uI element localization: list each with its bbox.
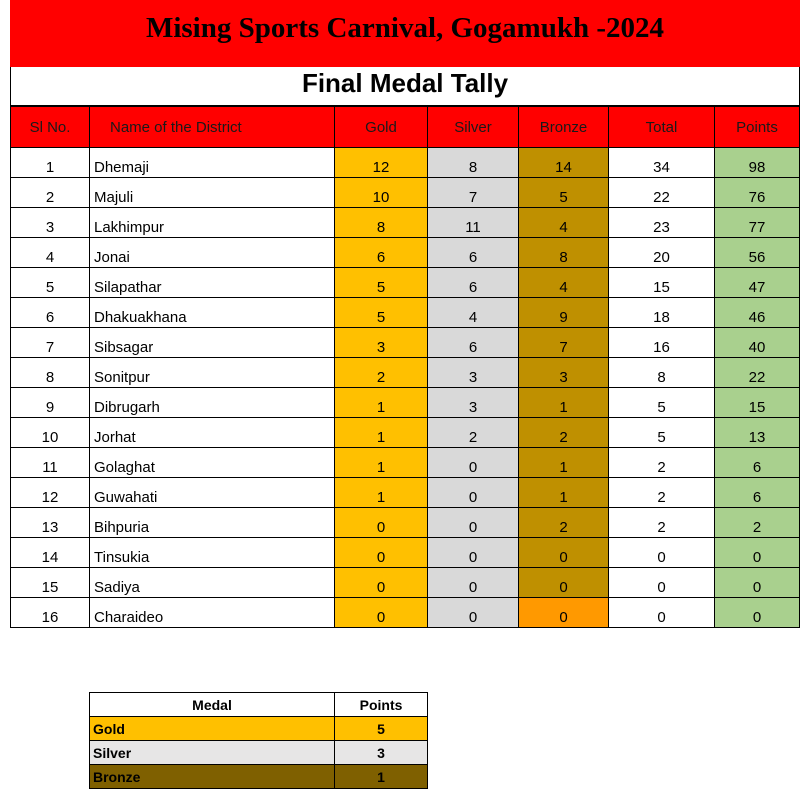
cell-gold: 3 xyxy=(335,328,428,358)
cell-sl-no: 14 xyxy=(11,538,90,568)
cell-district: Jonai xyxy=(90,238,335,268)
cell-total: 2 xyxy=(609,478,715,508)
cell-sl-no: 16 xyxy=(11,598,90,628)
cell-silver: 8 xyxy=(428,148,519,178)
cell-bronze: 2 xyxy=(519,508,609,538)
cell-total: 0 xyxy=(609,598,715,628)
points-legend-table xyxy=(89,692,428,789)
cell-sl-no: 8 xyxy=(11,358,90,388)
cell-points: 40 xyxy=(715,328,800,358)
cell-silver: 6 xyxy=(428,238,519,268)
cell-total: 15 xyxy=(609,268,715,298)
cell-gold: 10 xyxy=(335,178,428,208)
cell-points: 0 xyxy=(715,568,800,598)
table-row xyxy=(11,178,800,208)
cell-district: Majuli xyxy=(90,178,335,208)
cell-bronze: 2 xyxy=(519,418,609,448)
cell-gold: 1 xyxy=(335,418,428,448)
table-row xyxy=(11,328,800,358)
cell-total: 0 xyxy=(609,538,715,568)
cell-bronze: 0 xyxy=(519,538,609,568)
cell-sl-no: 6 xyxy=(11,298,90,328)
cell-bronze: 9 xyxy=(519,298,609,328)
cell-silver: 2 xyxy=(428,418,519,448)
cell-points: 47 xyxy=(715,268,800,298)
cell-gold: 6 xyxy=(335,238,428,268)
cell-points: 13 xyxy=(715,418,800,448)
cell-points: 0 xyxy=(715,598,800,628)
cell-district: Golaghat xyxy=(90,448,335,478)
cell-silver: 11 xyxy=(428,208,519,238)
cell-sl-no: 10 xyxy=(11,418,90,448)
cell-sl-no: 1 xyxy=(11,148,90,178)
subtitle-bar xyxy=(10,67,800,106)
cell-points: 2 xyxy=(715,508,800,538)
cell-district: Dhakuakhana xyxy=(90,298,335,328)
cell-district: Tinsukia xyxy=(90,538,335,568)
table-row xyxy=(11,448,800,478)
table-body xyxy=(11,148,800,628)
cell-bronze: 4 xyxy=(519,208,609,238)
table-row xyxy=(11,508,800,538)
cell-silver: 0 xyxy=(428,568,519,598)
legend-points: 3 xyxy=(335,741,428,765)
cell-bronze: 14 xyxy=(519,148,609,178)
cell-gold: 1 xyxy=(335,448,428,478)
legend-header-row xyxy=(90,693,428,717)
cell-sl-no: 11 xyxy=(11,448,90,478)
cell-gold: 8 xyxy=(335,208,428,238)
cell-silver: 0 xyxy=(428,478,519,508)
cell-silver: 6 xyxy=(428,328,519,358)
cell-points: 6 xyxy=(715,478,800,508)
cell-bronze: 3 xyxy=(519,358,609,388)
header-total: Total xyxy=(609,107,715,148)
table-row xyxy=(11,358,800,388)
cell-gold: 1 xyxy=(335,478,428,508)
cell-silver: 0 xyxy=(428,538,519,568)
header-district: Name of the District xyxy=(90,107,335,148)
cell-points: 56 xyxy=(715,238,800,268)
cell-bronze: 8 xyxy=(519,238,609,268)
cell-bronze: 1 xyxy=(519,478,609,508)
legend-row-bronze xyxy=(90,765,428,789)
cell-silver: 0 xyxy=(428,508,519,538)
legend-medal: Gold xyxy=(90,717,335,741)
cell-silver: 3 xyxy=(428,358,519,388)
cell-district: Sibsagar xyxy=(90,328,335,358)
cell-total: 2 xyxy=(609,508,715,538)
cell-sl-no: 12 xyxy=(11,478,90,508)
page-subtitle: Final Medal Tally xyxy=(301,67,509,98)
cell-total: 22 xyxy=(609,178,715,208)
cell-silver: 7 xyxy=(428,178,519,208)
cell-points: 46 xyxy=(715,298,800,328)
cell-points: 22 xyxy=(715,358,800,388)
header-bronze: Bronze xyxy=(519,107,609,148)
table-header-row xyxy=(11,107,800,148)
cell-total: 8 xyxy=(609,358,715,388)
cell-bronze: 1 xyxy=(519,448,609,478)
cell-points: 98 xyxy=(715,148,800,178)
cell-total: 23 xyxy=(609,208,715,238)
legend-row-silver xyxy=(90,741,428,765)
cell-sl-no: 2 xyxy=(11,178,90,208)
table-row xyxy=(11,418,800,448)
legend-header-medal: Medal xyxy=(90,693,335,717)
cell-total: 18 xyxy=(609,298,715,328)
legend-header-points: Points xyxy=(335,693,428,717)
legend-medal: Bronze xyxy=(90,765,335,789)
cell-district: Lakhimpur xyxy=(90,208,335,238)
cell-total: 5 xyxy=(609,388,715,418)
cell-bronze: 0 xyxy=(519,598,609,628)
cell-total: 16 xyxy=(609,328,715,358)
cell-district: Sonitpur xyxy=(90,358,335,388)
legend-medal: Silver xyxy=(90,741,335,765)
legend-points: 1 xyxy=(335,765,428,789)
medal-tally-table xyxy=(10,106,800,628)
table-row xyxy=(11,268,800,298)
cell-sl-no: 3 xyxy=(11,208,90,238)
cell-total: 5 xyxy=(609,418,715,448)
table-row xyxy=(11,388,800,418)
cell-total: 34 xyxy=(609,148,715,178)
cell-points: 15 xyxy=(715,388,800,418)
cell-district: Jorhat xyxy=(90,418,335,448)
cell-total: 20 xyxy=(609,238,715,268)
cell-sl-no: 7 xyxy=(11,328,90,358)
cell-gold: 0 xyxy=(335,508,428,538)
cell-gold: 5 xyxy=(335,268,428,298)
cell-silver: 0 xyxy=(428,598,519,628)
table-row xyxy=(11,298,800,328)
header-silver: Silver xyxy=(428,107,519,148)
cell-bronze: 5 xyxy=(519,178,609,208)
cell-gold: 12 xyxy=(335,148,428,178)
cell-points: 77 xyxy=(715,208,800,238)
cell-gold: 2 xyxy=(335,358,428,388)
cell-points: 0 xyxy=(715,538,800,568)
table-row xyxy=(11,568,800,598)
table-row xyxy=(11,148,800,178)
cell-sl-no: 4 xyxy=(11,238,90,268)
cell-district: Charaideo xyxy=(90,598,335,628)
cell-silver: 3 xyxy=(428,388,519,418)
cell-points: 6 xyxy=(715,448,800,478)
cell-district: Guwahati xyxy=(90,478,335,508)
cell-total: 0 xyxy=(609,568,715,598)
cell-district: Sadiya xyxy=(90,568,335,598)
header-gold: Gold xyxy=(335,107,428,148)
cell-silver: 0 xyxy=(428,448,519,478)
cell-gold: 5 xyxy=(335,298,428,328)
cell-district: Dhemaji xyxy=(90,148,335,178)
table-row xyxy=(11,238,800,268)
cell-bronze: 4 xyxy=(519,268,609,298)
table-row xyxy=(11,208,800,238)
cell-total: 2 xyxy=(609,448,715,478)
cell-sl-no: 9 xyxy=(11,388,90,418)
cell-sl-no: 5 xyxy=(11,268,90,298)
cell-district: Dibrugarh xyxy=(90,388,335,418)
table-row xyxy=(11,538,800,568)
header-points: Points xyxy=(715,107,800,148)
cell-bronze: 1 xyxy=(519,388,609,418)
cell-bronze: 7 xyxy=(519,328,609,358)
cell-gold: 0 xyxy=(335,598,428,628)
legend-row-gold xyxy=(90,717,428,741)
cell-district: Silapathar xyxy=(90,268,335,298)
cell-gold: 0 xyxy=(335,568,428,598)
title-banner xyxy=(10,0,800,67)
table-row xyxy=(11,478,800,508)
cell-sl-no: 13 xyxy=(11,508,90,538)
cell-gold: 1 xyxy=(335,388,428,418)
cell-silver: 6 xyxy=(428,268,519,298)
cell-gold: 0 xyxy=(335,538,428,568)
cell-points: 76 xyxy=(715,178,800,208)
cell-silver: 4 xyxy=(428,298,519,328)
header-sl-no: Sl No. xyxy=(11,107,90,148)
cell-bronze: 0 xyxy=(519,568,609,598)
cell-district: Bihpuria xyxy=(90,508,335,538)
cell-sl-no: 15 xyxy=(11,568,90,598)
page-title: Mising Sports Carnival, Gogamukh -2024 xyxy=(145,12,665,44)
legend-points: 5 xyxy=(335,717,428,741)
table-row xyxy=(11,598,800,628)
